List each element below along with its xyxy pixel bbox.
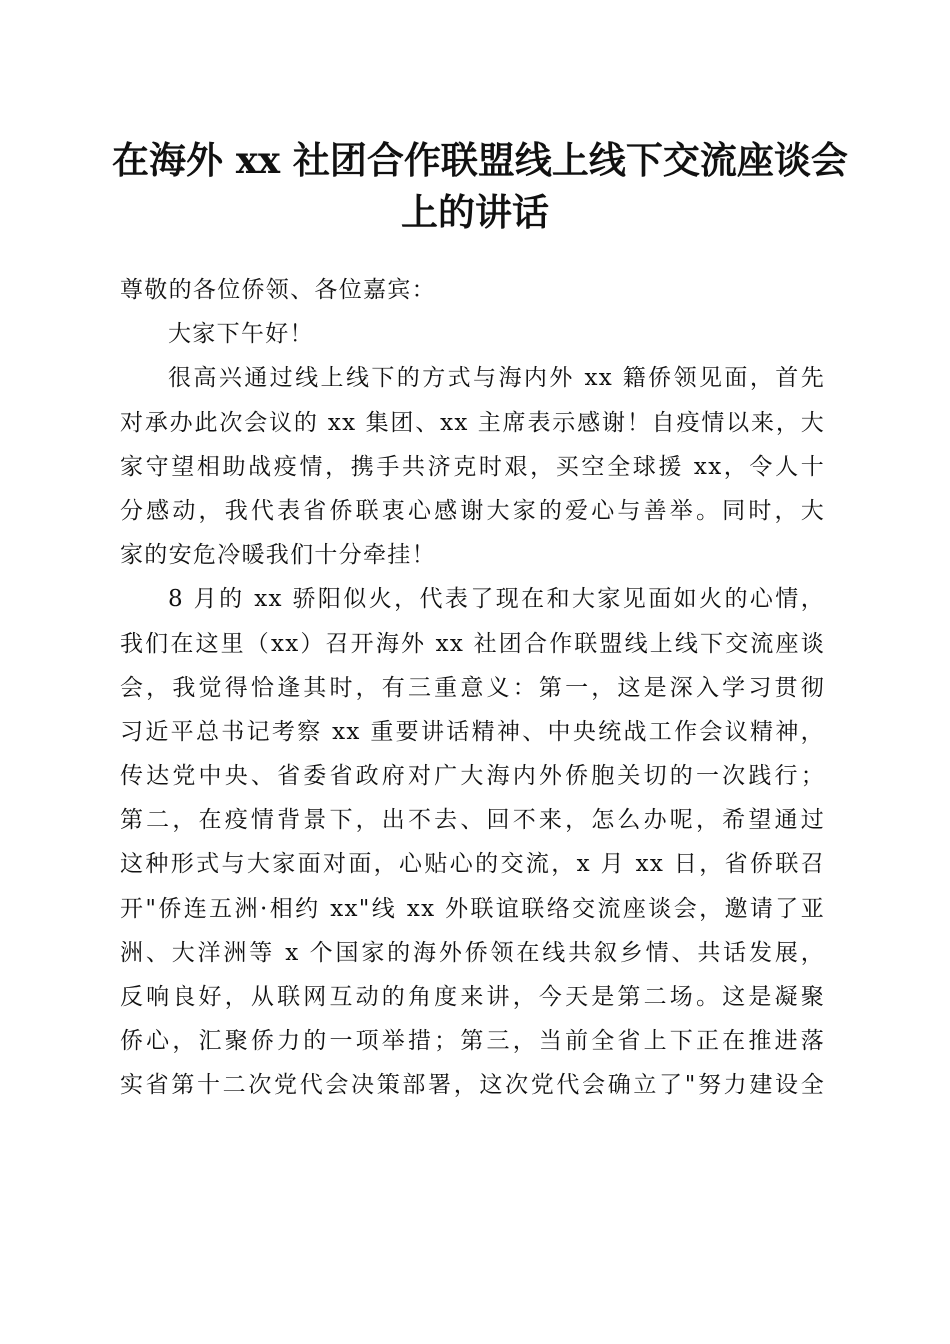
paragraph-line: 对承办此次会议的 xx 集团、xx 主席表示感谢！自疫情以来，大 <box>120 409 825 436</box>
greeting: 大家下午好！ <box>168 321 314 348</box>
paragraph-line: 家守望相助战疫情，携手共济克时艰，买空全球援 xx，令人十 <box>120 453 825 480</box>
paragraph-line: 会，我觉得恰逢其时，有三重意义：第一，这是深入学习贯彻 <box>120 674 825 701</box>
paragraph-line: 分感动，我代表省侨联衷心感谢大家的爱心与善举。同时，大 <box>120 497 825 524</box>
paragraph-line: 侨心，汇聚侨力的一项举措；第三，当前全省上下正在推进落 <box>120 1028 825 1055</box>
paragraph-line: 很高兴通过线上线下的方式与海内外 xx 籍侨领见面，首先 <box>168 365 825 392</box>
salutation: 尊敬的各位侨领、各位嘉宾： <box>120 277 436 303</box>
title-line-1: 在海外 xx 社团合作联盟线上线下交流座谈会 <box>112 138 848 182</box>
paragraph-line: 习近平总书记考察 xx 重要讲话精神、中央统战工作会议精神， <box>120 718 825 745</box>
paragraph-line: 我们在这里（xx）召开海外 xx 社团合作联盟线上线下交流座谈 <box>120 630 825 657</box>
document-body <box>120 268 825 1108</box>
paragraph-line: 实省第十二次党代会决策部署，这次党代会确立了"努力建设全 <box>120 1072 825 1099</box>
paragraph-line: 洲、大洋洲等 x 个国家的海外侨领在线共叙乡情、共话发展， <box>120 939 825 966</box>
paragraph-line: 传达党中央、省委省政府对广大海内外侨胞关切的一次践行； <box>120 763 825 790</box>
paragraph-line: 家的安危冷暖我们十分牵挂！ <box>120 542 436 569</box>
document-title <box>112 134 848 238</box>
paragraph-line: 8 月的 xx 骄阳似火，代表了现在和大家见面如火的心情， <box>168 586 825 613</box>
paragraph-1 <box>120 356 825 577</box>
paragraph-line: 开"侨连五洲·相约 xx"线 xx 外联谊联络交流座谈会，邀请了亚 <box>120 895 825 922</box>
paragraph-2 <box>120 577 825 1107</box>
paragraph-line: 这种形式与大家面对面，心贴心的交流，x 月 xx 日，省侨联召 <box>120 851 825 878</box>
paragraph-line: 第二，在疫情背景下，出不去、回不来，怎么办呢，希望通过 <box>120 807 825 834</box>
title-line-2: 上的讲话 <box>401 190 549 234</box>
paragraph-line: 反响良好，从联网互动的角度来讲，今天是第二场。这是凝聚 <box>120 984 825 1010</box>
